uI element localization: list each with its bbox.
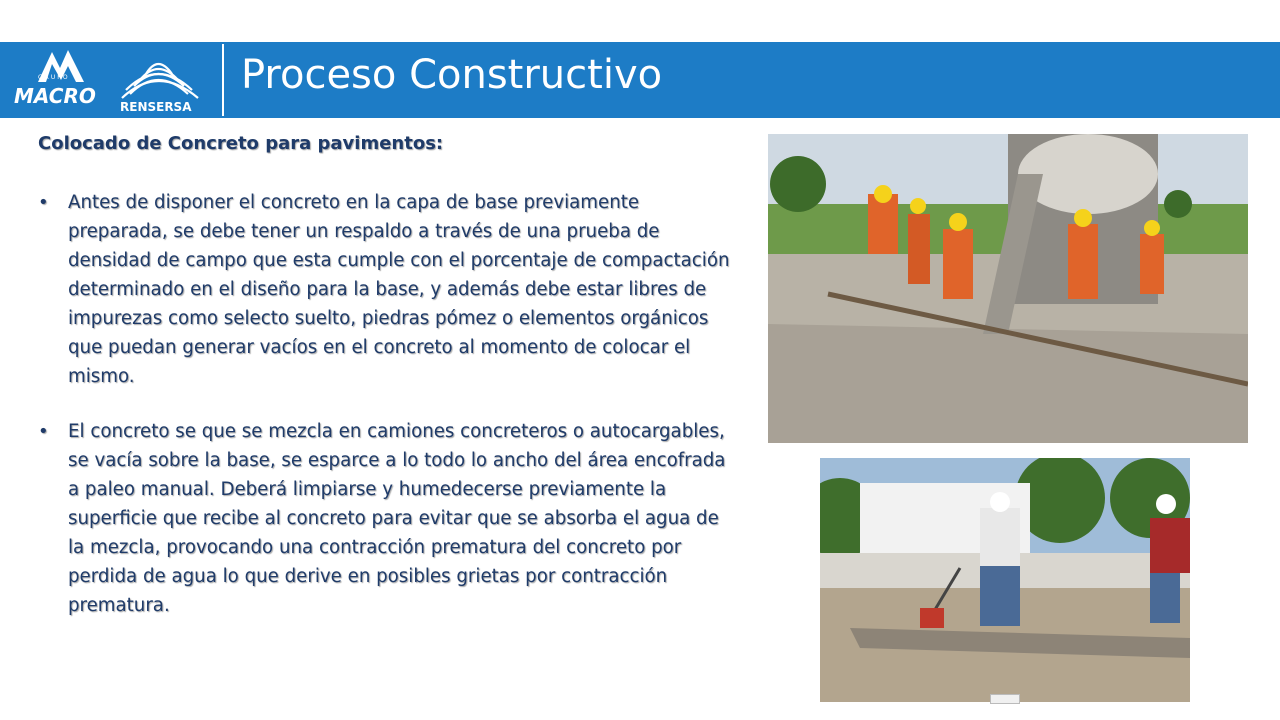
company-logos xyxy=(8,44,218,118)
concrete-pouring-photo xyxy=(768,134,1248,443)
bullet-text: El concreto se que se mezcla en camiones concreteros o autocargables, se vacía sobre la base, se esparce a lo todo lo ancho del área encofrada a paleo manual. Deberá limpiarse y humedecerse previamente la superficie que recibe al concreto para evitar que se absorba el agua de la mezcla, provocando una contracción prematura del concreto por perdida de agua lo que derive en posibles grietas por contracción prematura. xyxy=(68,421,726,616)
logo-grupo-text: GRUPO xyxy=(38,74,70,81)
page-title: Proceso Constructivo xyxy=(241,52,663,98)
bullet-list xyxy=(38,188,738,646)
list-item xyxy=(38,417,738,620)
bullet-icon: • xyxy=(38,421,49,442)
bullet-text: Antes de disponer el concreto en la capa de base previamente preparada, se debe tener un respaldo a través de una prueba de densidad de campo que esta cumple con el porcentaje de compactación determinado en el diseño para la base, y además debe estar libres de impurezas como selecto suelto, piedras pómez o elementos orgánicos que puedan generar vacíos en el concreto al momento de colocar el mismo. xyxy=(68,192,730,387)
bullet-icon: • xyxy=(38,192,49,213)
logo-macro-text: MACRO xyxy=(14,84,96,108)
slide-marker xyxy=(990,694,1020,704)
list-item xyxy=(38,188,738,391)
section-heading: Colocado de Concreto para pavimentos: xyxy=(38,133,444,154)
header-divider xyxy=(222,44,224,116)
logo-rensersa-text: RENSERSA xyxy=(120,100,192,114)
concrete-screeding-photo xyxy=(820,458,1190,702)
